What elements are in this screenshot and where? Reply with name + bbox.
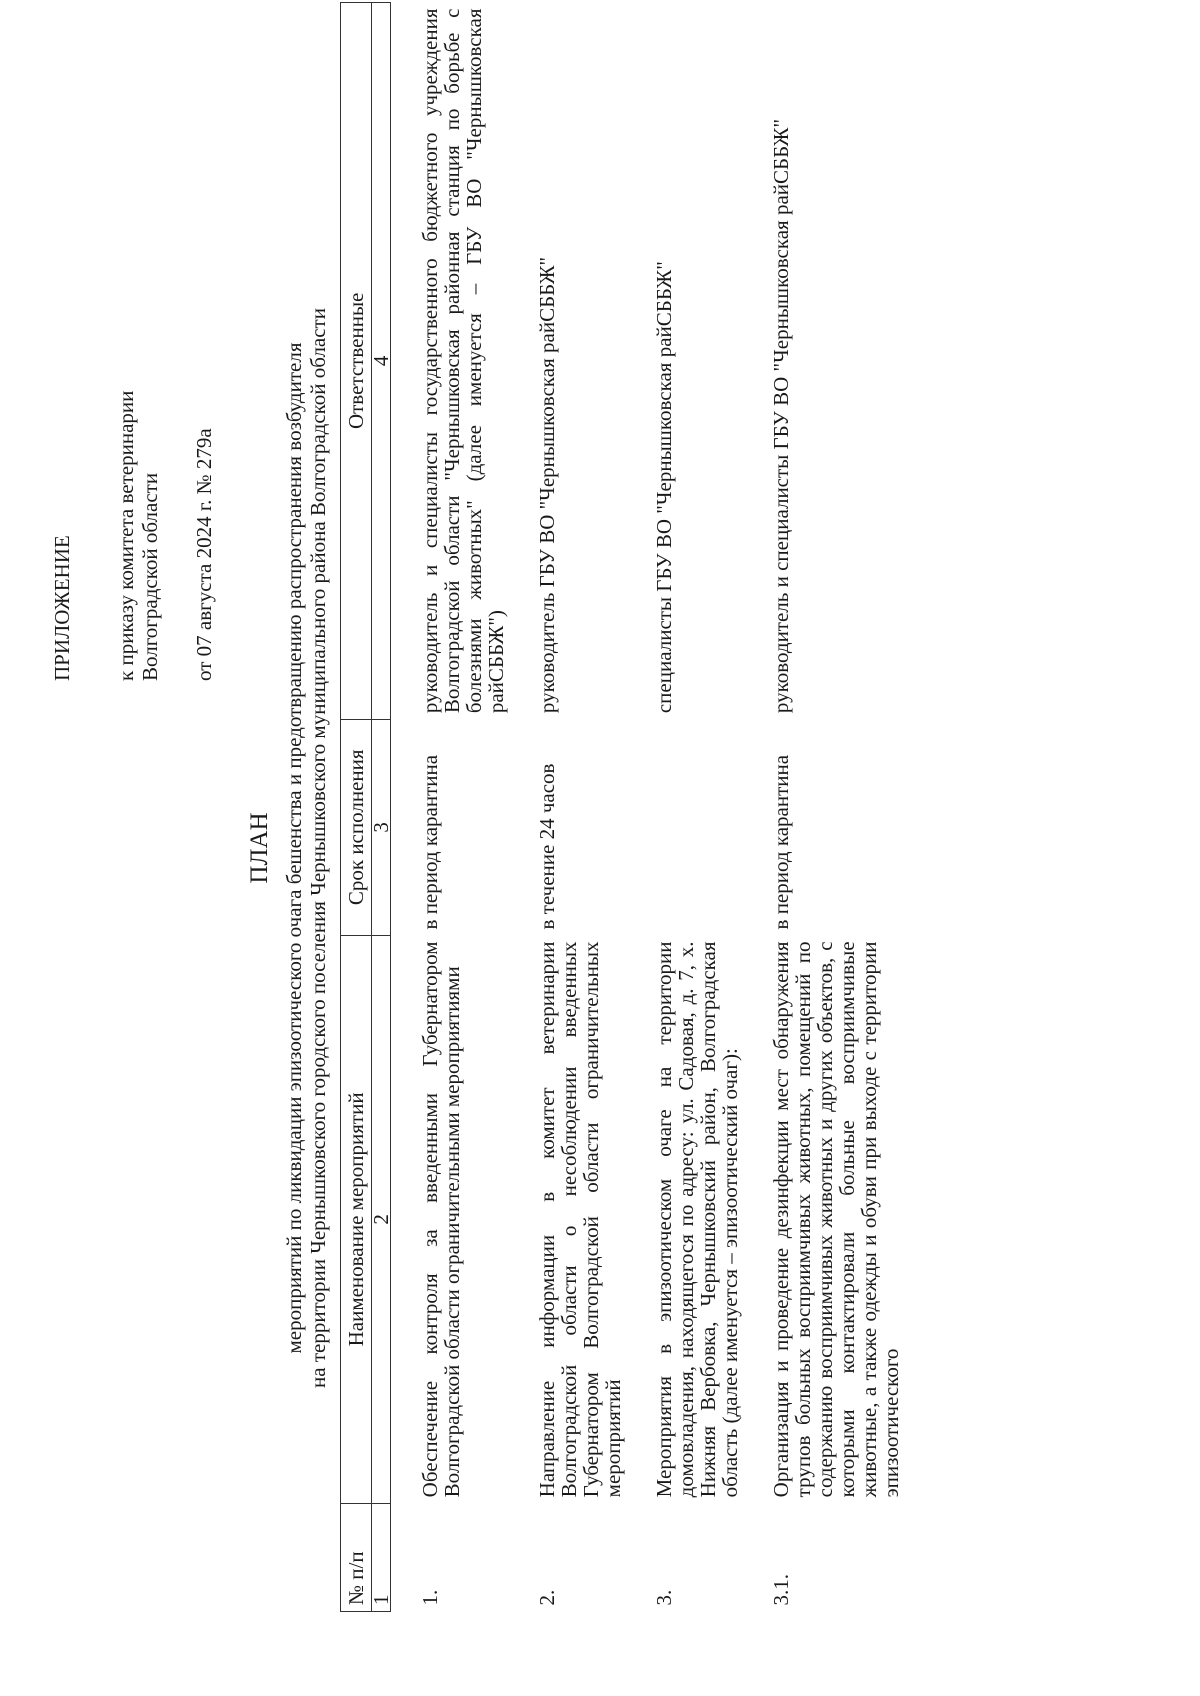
row-term: в период карантина <box>418 754 442 930</box>
column-number-4: 4 <box>372 3 391 720</box>
appendix-block <box>50 41 216 681</box>
header-term: Срок исполнения <box>341 719 372 935</box>
header-measure-name: Наименование мероприятий <box>341 935 372 1503</box>
column-number-3: 3 <box>372 719 391 935</box>
header-number: № п/п <box>341 1503 372 1611</box>
row-term: в период карантина <box>769 754 793 930</box>
row-responsible: специалисты ГБУ ВО "Чернышковская райСББЖ" <box>652 261 676 714</box>
row-term: в течение 24 часов <box>535 763 559 930</box>
column-number-2: 2 <box>372 935 391 1503</box>
plan-subtitle-line-1: мероприятий по ликвидации эпизоотического очага бешенства и предотвращению распространения возбудителя <box>282 342 306 1354</box>
row-responsible: руководитель и специалисты государственного бюджетного учреждения Волгоградской области "Чернышковская районная станция по борьбе с болезнями животных" (далее именуется – ГБУ ВО "Чернышковская райСББЖ") <box>418 8 508 714</box>
table-row <box>769 3 930 1612</box>
row-number: 3. <box>652 1589 676 1606</box>
row-term <box>652 719 769 935</box>
row-responsible: руководитель и специалисты ГБУ ВО "Чернышковская райСББЖ" <box>769 118 793 714</box>
table-row <box>652 3 769 1612</box>
row-measure-name: Организация и проведение дезинфекции мест обнаружения трупов больных восприимчивых животных, помещений по содержанию восприимчивых животных и других объектов, с которыми контактировали больные восприимчивые животные, а также одежды и обуви при выходе с территории эпизоотического <box>769 941 903 1498</box>
row-measure-name: Обеспечение контроля за введенными Губернатором Волгоградской области ограничительными мероприятиями <box>418 941 464 1498</box>
row-number: 3.1. <box>769 1574 793 1606</box>
row-measure-name: Мероприятия в эпизоотическом очаге на территории домовладения, находящегося по адресу: ул. Садовая, д. 7, х. Нижняя Вербовка, Чернышковский район, Волгоградская область (далее именуется – эпизоотический очаг): <box>652 941 742 1498</box>
plan-title: ПЛАН <box>246 812 273 884</box>
row-measure-name: Направление информации в комитет ветеринарии Волгоградской области о несоблюдении введенных Губернатором Волгоградской области ограничительных мероприятий <box>535 941 625 1498</box>
table-column-numbers-row <box>372 3 391 1612</box>
row-responsible: руководитель ГБУ ВО "Чернышковская райСББЖ" <box>535 256 559 714</box>
appendix-order-line: к приказу комитета ветеринарии <box>114 390 138 681</box>
appendix-title: ПРИЛОЖЕНИЕ <box>50 535 74 681</box>
row-number: 2. <box>535 1589 559 1606</box>
appendix-region-line: Волгоградской области <box>138 472 162 681</box>
appendix-date-line: от 07 августа 2024 г. № 279а <box>192 428 216 681</box>
header-responsible: Ответственные <box>341 3 372 720</box>
measures-table <box>340 2 930 1612</box>
row-number: 1. <box>418 1589 442 1606</box>
table-header-row <box>341 3 372 1612</box>
table-row <box>391 3 536 1612</box>
plan-subtitle-line-2: на территории Чернышковского городского поселения Чернышковского муниципального района Волгоградской области <box>306 308 330 1388</box>
plan-subtitle <box>282 0 330 1696</box>
column-number-1: 1 <box>372 1503 391 1611</box>
table-row <box>535 3 652 1612</box>
